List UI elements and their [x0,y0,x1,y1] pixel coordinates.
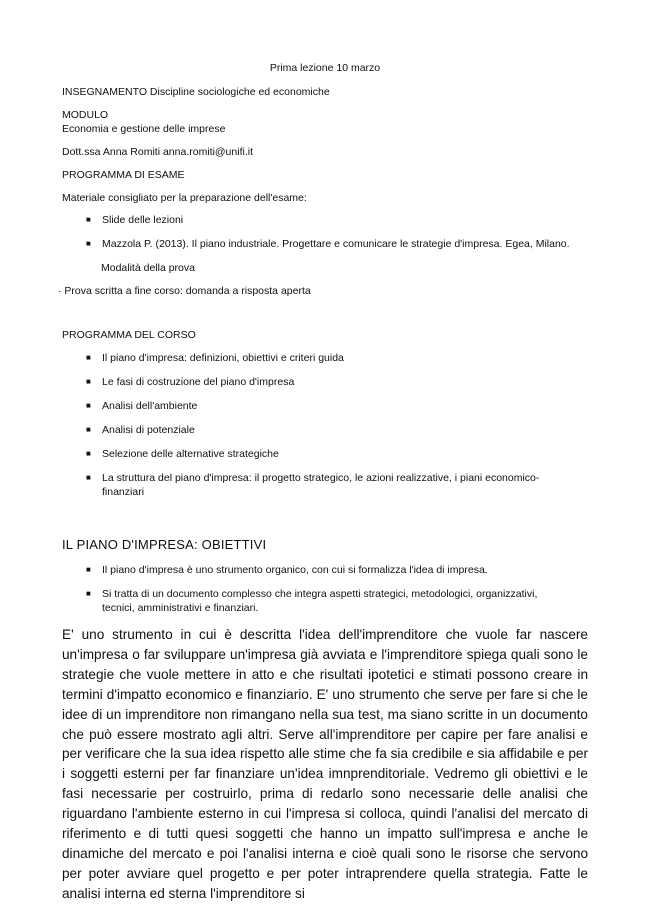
corso-list [86,351,606,499]
obiettivi-list [86,563,606,615]
bullet-icon: ■ [86,377,91,386]
list-item: ■ Analisi di potenziale [86,424,195,436]
list-item: ■ Mazzola P. (2013). Il piano industriale. Progettare e comunicare le strategie d'impresa. Egea, Milano. [86,238,570,250]
body-paragraph: E' uno strumento in cui è descritta l'idea dell'imprenditore che vuole far nascere un'impresa o far sviluppare un'impresa già avviata e l'imprenditore spiega quali sono le strategie che vuole mettere in atto e che risultati ipotetici e stimati possono creare in termini d'impatto economico e finanziario. E' uno strumento che serve per fare si che le idee di un imprenditore non rimangano nella sua test, ma siano scritte in un documento che può essere mostrato agli altri. Serve all'imprenditore per capire per fare analisi e per verificare che la sua idea rispetto alle stime che fa sia credibile e sia affidabile e per i soggetti esterni per far finanziare un'idea imnprenditoriale. Vedremo gli obiettivi e le fasi necessarie per costruirlo, prima di redarlo sono necessarie delle analisi che riguardano l'ambiente esterno in cui l'impresa si colloca, quindi l'analisi del mercato di riferimento e di tutti quesi soggetti che hanno un impatto sull'impresa e anche le dinamiche del mercato e poi l'analisi interna e cioè quali sono le risorse che servono per poter avviare quel progetto e per poter intraprendere quella strategia. Fatte le analisi interna ed sterna l'imprenditore si [62,627,588,901]
bullet-icon: ■ [86,473,91,482]
lesson-title: Prima lezione 10 marzo [269,62,381,74]
bullet-icon: ■ [86,425,91,434]
list-item: ■ Il piano d'impresa è uno strumento organico, con cui si formalizza l'idea di impresa. [86,564,488,576]
bullet-icon: ■ [86,565,91,574]
bullet-icon: ■ [86,589,91,598]
list-item: ■ Analisi dell'ambiente [86,400,198,412]
bullet-icon: ■ [86,353,91,362]
list-item: ■ Selezione delle alternative strategiche [86,448,279,460]
list-item: ■ Le fasi di costruzione del piano d'impresa [86,376,295,388]
modulo-label: MODULO [62,109,109,121]
bullet-icon: · [58,285,65,297]
programma-esame-heading: PROGRAMMA DI ESAME [62,169,185,181]
list-item: ■ Il piano d'impresa: definizioni, obiettivi e criteri guida [86,352,344,364]
bullet-icon: ■ [86,401,91,410]
list-item: ■ La struttura del piano d'impresa: il progetto strategico, le azioni realizzative, i piani economico-finanziari [86,472,540,498]
bullet-icon: ■ [86,215,91,224]
insegnamento-line: INSEGNAMENTO Discipline sociologiche ed economiche [62,86,330,98]
programma-corso-heading: PROGRAMMA DEL CORSO [62,329,196,341]
list-item: ■ Si tratta di un documento complesso che integra aspetti strategici, metodologici, organizzativi, tecnici, amministrativi e finanziari. [86,588,538,614]
materiale-line: Materiale consigliato per la preparazione dell'esame: [62,192,307,204]
docente-line: Dott.ssa Anna Romiti anna.romiti@unifi.it [62,146,253,158]
section-heading: IL PIANO D'IMPRESA: OBIETTIVI [62,537,267,552]
modulo-value: Economia e gestione delle imprese [62,123,226,135]
prova-line: · Prova scritta a fine corso: domanda a risposta aperta [58,285,311,297]
modalita-line: Modalità della prova [101,262,195,274]
bullet-icon: ■ [86,239,91,248]
list-item: ■ Slide delle lezioni [86,214,184,226]
materiale-list [86,213,606,251]
bullet-icon: ■ [86,449,91,458]
